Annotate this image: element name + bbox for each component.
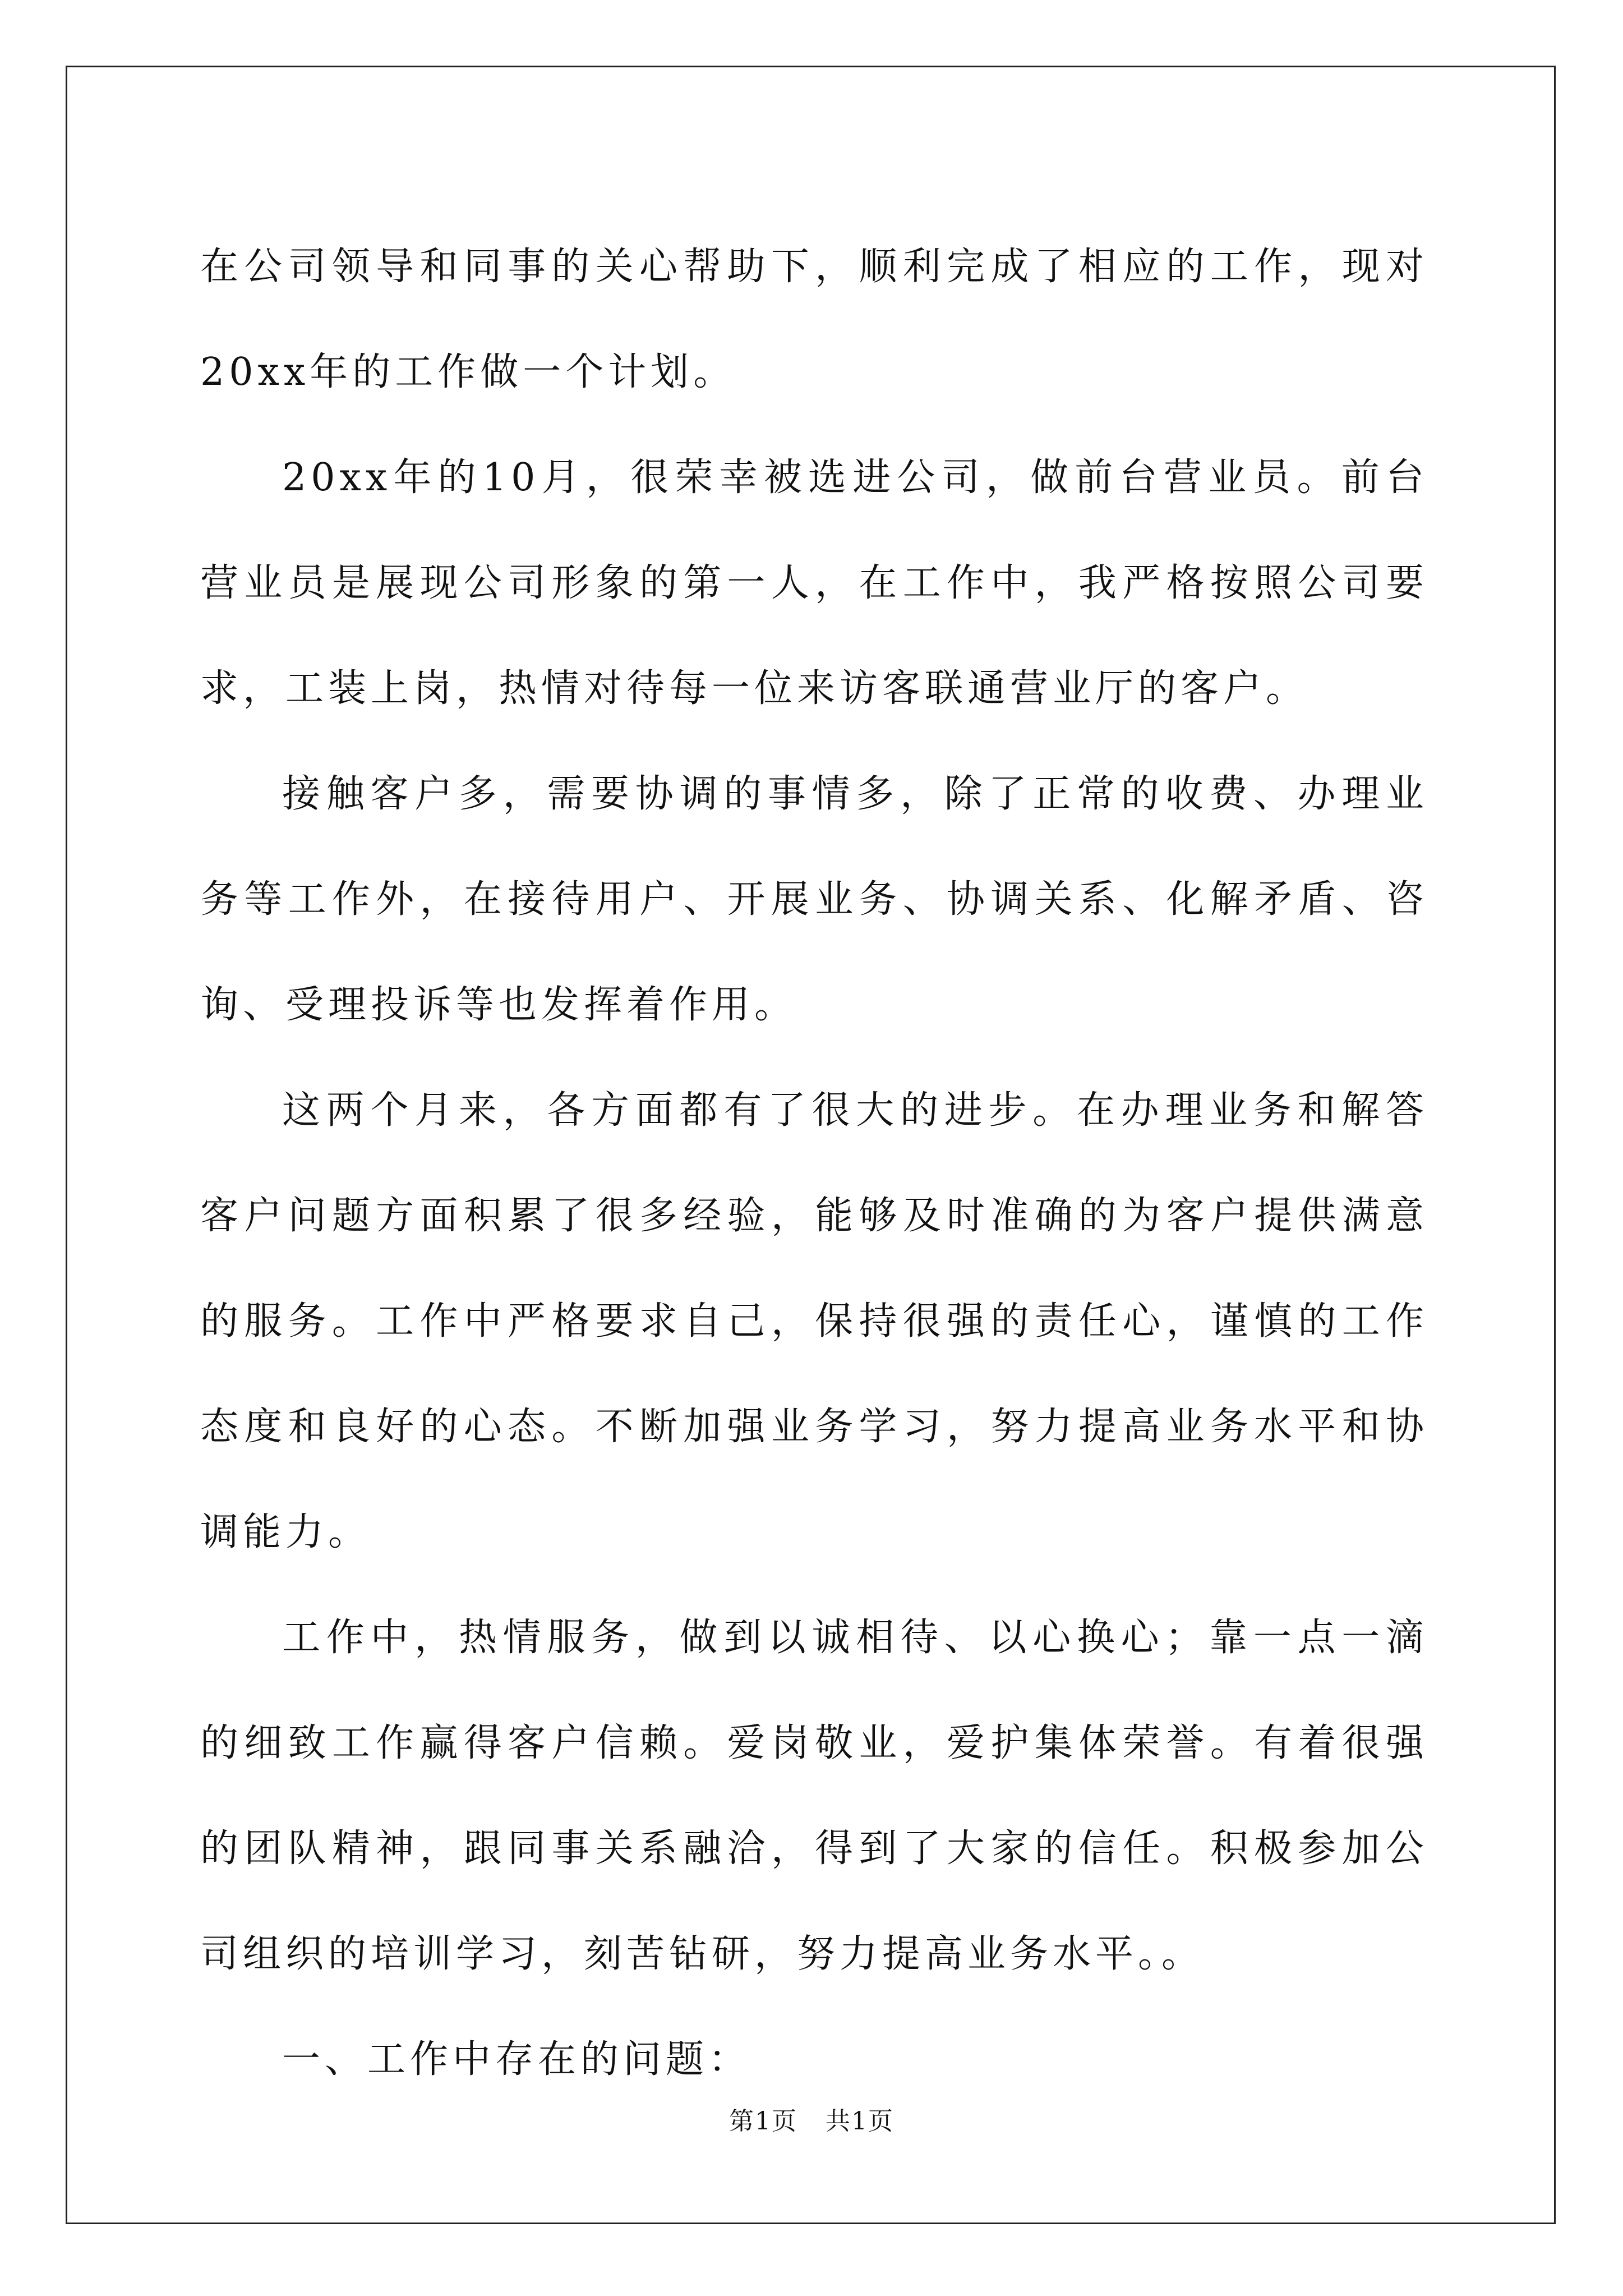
- page-number: 第1页: [729, 2107, 797, 2136]
- paragraph-1: 在公司领导和同事的关心帮助下，顺利完成了相应的工作，现对20xx年的工作做一个计划。: [200, 245, 1428, 394]
- paragraph-5: 工作中，热情服务，做到以诚相待、以心换心；靠一点一滴的细致工作赢得客户信赖。爱岗敬业，爱护集体荣誉。有着很强的团队精神，跟同事关系融洽，得到了大家的信任。积极参加公司组织的培训学习，刻苦钻研，努力提高业务水平。。: [200, 1616, 1428, 1976]
- paragraph-3: 接触客户多，需要协调的事情多，除了正常的收费、办理业务等工作外，在接待用户、开展业务、协调关系、化解矛盾、咨询、受理投诉等也发挥着作用。: [200, 772, 1428, 1027]
- page-total: 共1页: [826, 2107, 894, 2136]
- paragraph-4: 这两个月来，各方面都有了很大的进步。在办理业务和解答客户问题方面积累了很多经验，能够及时准确的为客户提供满意的服务。工作中严格要求自己，保持很强的责任心，谨慎的工作态度和良好的心态。不断加强业务学习，努力提高业务水平和协调能力。: [200, 1088, 1428, 1554]
- page-footer: [0, 2101, 1623, 2137]
- section-heading-problems: 一、工作中存在的问题：: [282, 2037, 751, 2082]
- paragraph-2: 20xx年的10月，很荣幸被选进公司，做前台营业员。前台营业员是展现公司形象的第一人，在工作中，我严格按照公司要求，工装上岗，热情对待每一位来访客联通营业厅的客户。: [200, 455, 1428, 711]
- document-body: [200, 214, 1428, 2113]
